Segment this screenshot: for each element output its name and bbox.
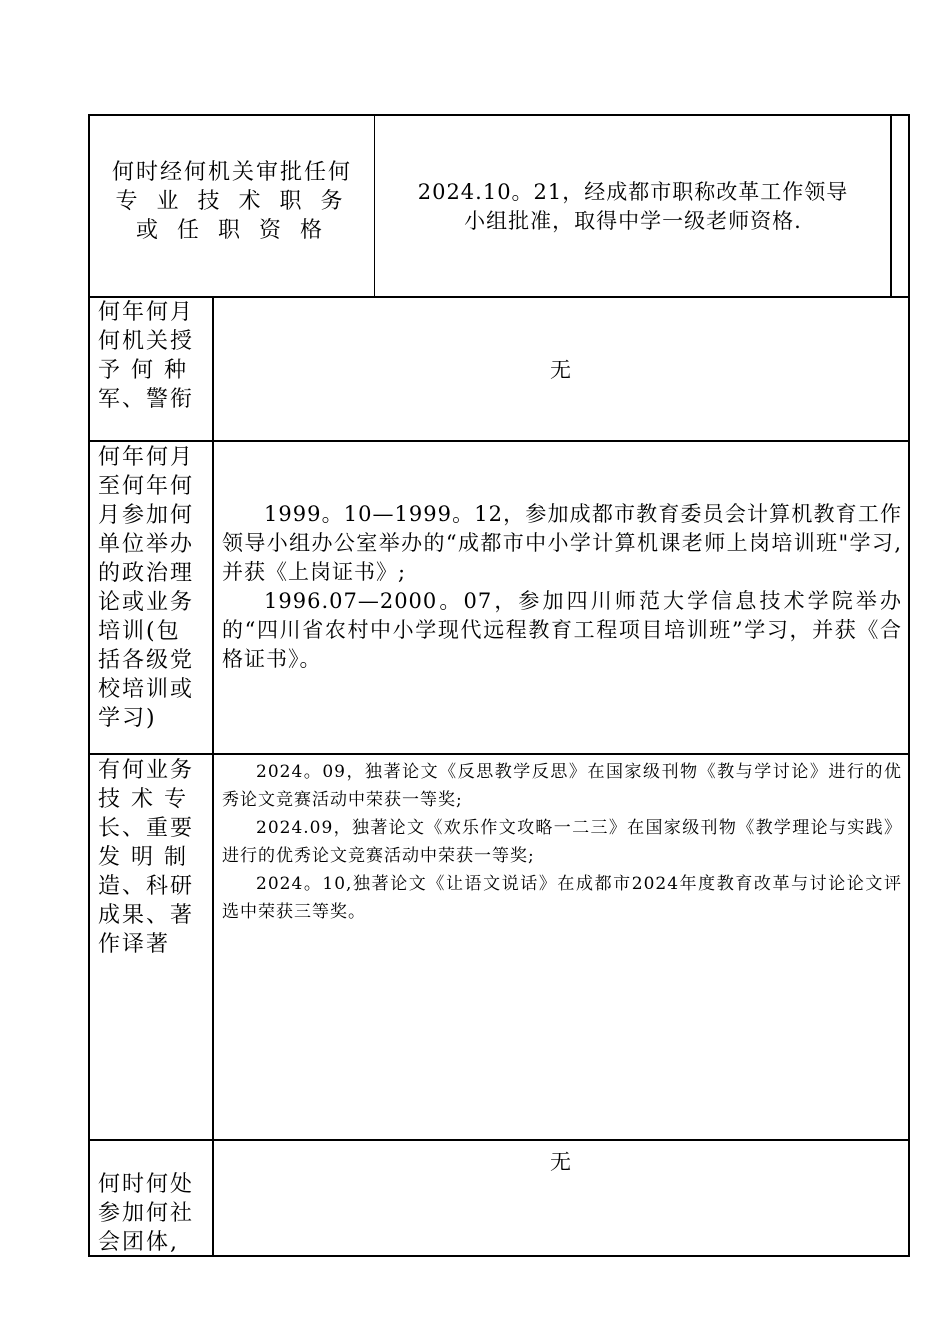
- row4-content: [222, 758, 902, 926]
- row3-label-line: 培训(包: [98, 619, 181, 644]
- row1-label-line: 或 任 职 资 格: [136, 218, 328, 243]
- row3-label: [98, 443, 206, 733]
- row3-paragraph: 1996.07—2000。07，参加四川师范大学信息技术学院举办的“四川省农村中小学现代远程教育工程项目培训班”学习，并获《合格证书》。: [222, 589, 902, 671]
- row3-content: [222, 500, 902, 674]
- border-mid-row1: [374, 114, 375, 297]
- row4-label-line: 技 术 专: [98, 787, 188, 812]
- border-left-row1: [88, 114, 90, 297]
- row1-label: [92, 158, 372, 245]
- border-stub-right-v: [908, 114, 910, 297]
- row1-content-line: 小组批准，取得中学一级老师资格.: [464, 209, 802, 233]
- row4-paragraph: 2024。10,独著论文《让语文说话》在成都市2024年度教育改革与讨论论文评选中荣获三等奖。: [222, 874, 902, 922]
- row2-label-line: 予 何 种: [98, 358, 188, 383]
- row4-paragraph: 2024.09，独著论文《欢乐作文攻略一二三》在国家级刊物《教学理论与实践》进行的优秀论文竞赛活动中荣获一等奖;: [222, 818, 902, 866]
- row3-label-line: 校培训或: [98, 677, 195, 702]
- border-right-row1: [890, 114, 892, 297]
- row3-label-line: 何年何月: [98, 445, 195, 470]
- row3-label-line: 月参加何: [98, 503, 195, 528]
- row4-label-line: 长、重要: [98, 816, 195, 841]
- row5-label-line: 参加何社: [98, 1201, 195, 1226]
- row3-paragraph: 1999。10—1999。12，参加成都市教育委员会计算机教育工作领导小组办公室举办的“成都市中小学计算机课老师上岗培训班"学习,并获《上岗证书》;: [222, 502, 902, 584]
- row2-label-line: 何机关授: [98, 329, 195, 354]
- row5-content: 无: [550, 1150, 572, 1174]
- border-top-row1: [88, 114, 892, 116]
- row4-label-line: 发 明 制: [98, 845, 188, 870]
- row3-label-line: 论或业务: [98, 590, 195, 615]
- row4-label-line: 造、科研: [98, 874, 195, 899]
- border-bottom: [88, 1255, 910, 1257]
- row1-content-line: 2024.10。21，经成都市职称改革工作领导: [417, 180, 849, 204]
- row3-label-line: 学习): [98, 706, 157, 731]
- row3-label-line: 至何年何: [98, 474, 195, 499]
- row4-label: [98, 756, 206, 959]
- row2-label: [98, 298, 206, 414]
- row2-label-line: 军、警衔: [98, 387, 195, 412]
- border-row3-bottom: [88, 753, 910, 755]
- row1-content: [378, 178, 888, 236]
- row1-label-line: 专 业 技 术 职 务: [115, 189, 349, 214]
- row5-label-line: 会团体,: [98, 1230, 179, 1255]
- row4-label-line: 作译著: [98, 932, 171, 957]
- row4-label-line: 成果、著: [98, 903, 195, 928]
- row3-label-line: 括各级党: [98, 648, 195, 673]
- row3-label-line: 单位举办: [98, 532, 195, 557]
- row3-label-line: 的政治理: [98, 561, 195, 586]
- border-row2-bottom: [88, 440, 910, 442]
- row2-content: 无: [550, 358, 572, 382]
- row2-label-line: 何年何月: [98, 300, 195, 325]
- row4-paragraph: 2024。09，独著论文《反思教学反思》在国家级刊物《教与学讨论》进行的优秀论文竞赛活动中荣获一等奖;: [222, 762, 902, 810]
- row5-label: [98, 1170, 206, 1257]
- row1-label-line: 何时经何机关审批任何: [111, 160, 352, 185]
- row5-label-line: 何时何处: [98, 1172, 195, 1197]
- row4-label-line: 有何业务: [98, 758, 195, 783]
- border-row4-bottom: [88, 1139, 910, 1141]
